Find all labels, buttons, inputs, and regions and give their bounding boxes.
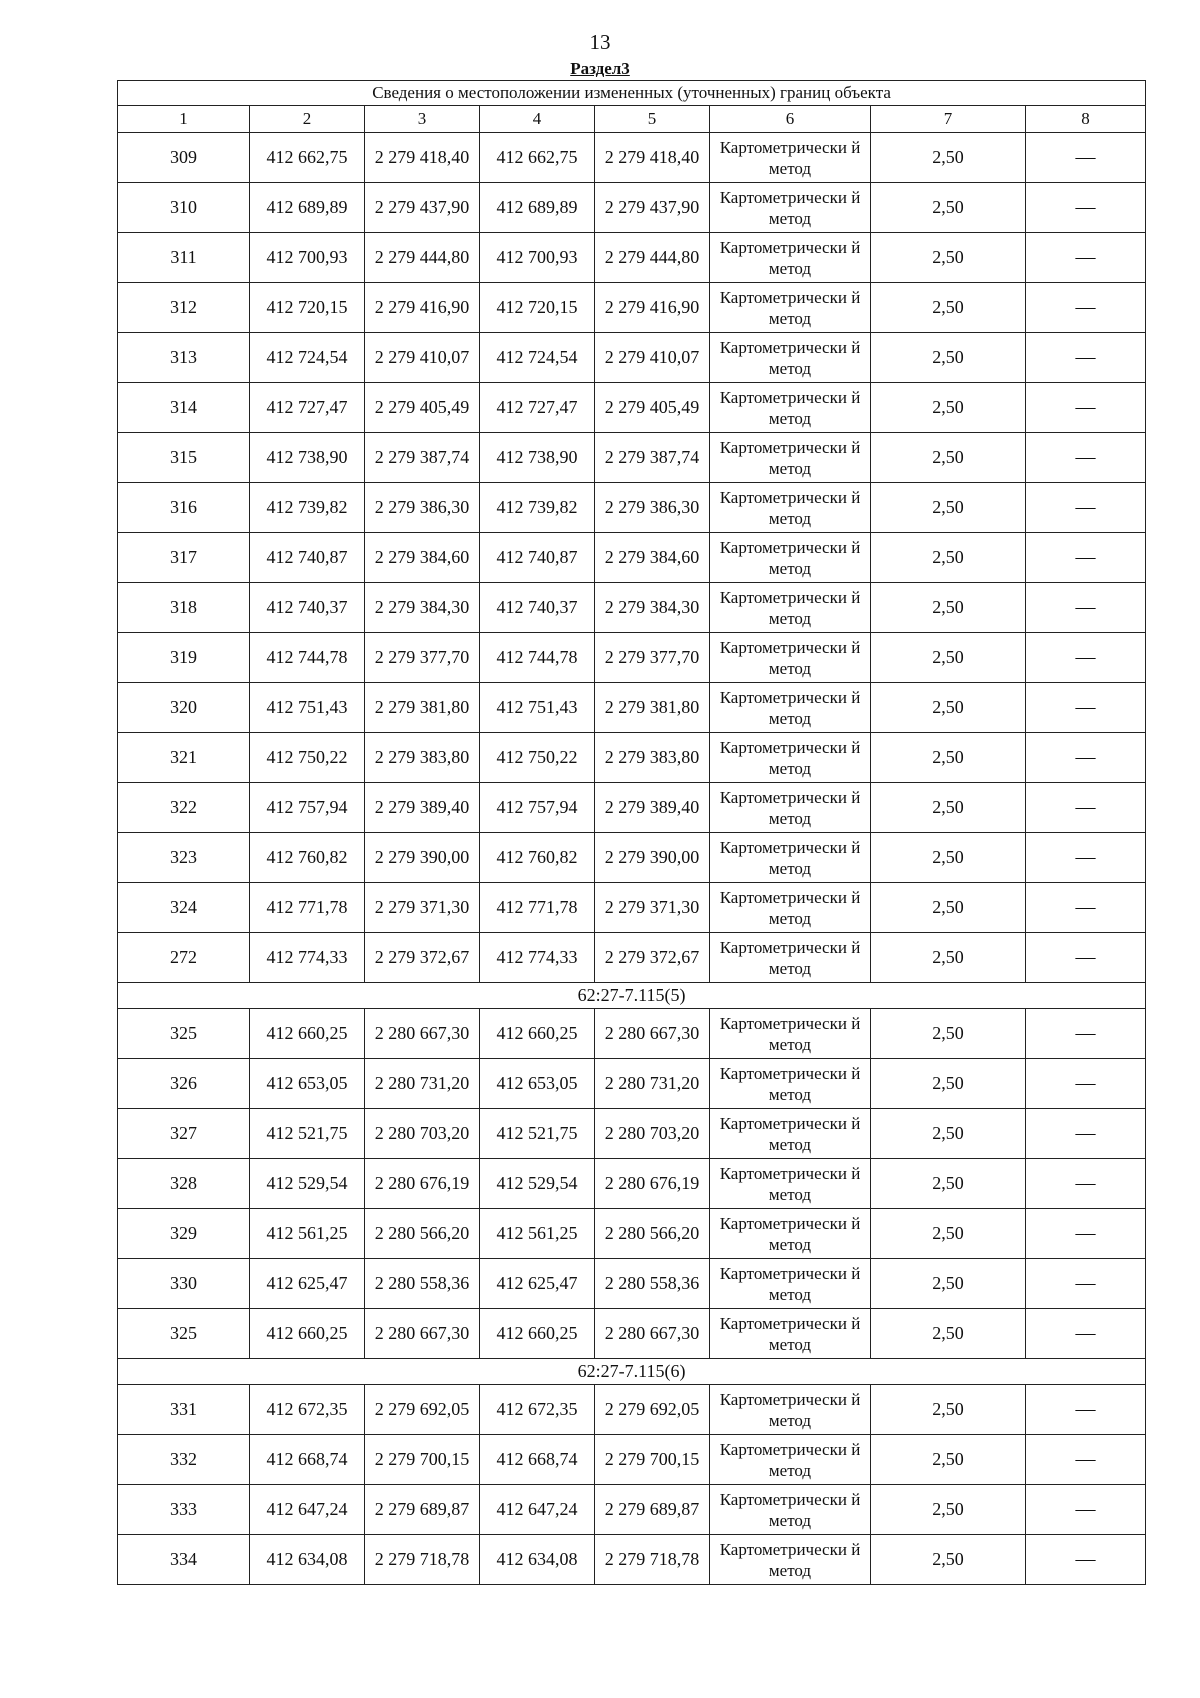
note-cell: — (1026, 133, 1146, 183)
accuracy-cell: 2,50 (871, 483, 1026, 533)
y-new-cell: 2 279 389,40 (595, 783, 710, 833)
point-number-cell: 330 (118, 1259, 250, 1309)
x-new-cell: 412 740,87 (480, 533, 595, 583)
x-old-cell: 412 634,08 (250, 1535, 365, 1585)
x-old-cell: 412 751,43 (250, 683, 365, 733)
method-cell: Картометрически й метод (710, 283, 871, 333)
table-row (118, 783, 1146, 833)
table-row (118, 233, 1146, 283)
note-cell: — (1026, 1485, 1146, 1535)
y-old-cell: 2 279 384,60 (365, 533, 480, 583)
group-label: 62:27-7.115(6) (118, 1359, 1146, 1385)
x-old-cell: 412 662,75 (250, 133, 365, 183)
y-old-cell: 2 279 418,40 (365, 133, 480, 183)
note-cell: — (1026, 333, 1146, 383)
accuracy-cell: 2,50 (871, 633, 1026, 683)
y-new-cell: 2 279 386,30 (595, 483, 710, 533)
y-new-cell: 2 279 416,90 (595, 283, 710, 333)
note-cell: — (1026, 583, 1146, 633)
note-cell: — (1026, 283, 1146, 333)
y-old-cell: 2 279 700,15 (365, 1435, 480, 1485)
table-row (118, 333, 1146, 383)
y-new-cell: 2 280 703,20 (595, 1109, 710, 1159)
y-old-cell: 2 280 703,20 (365, 1109, 480, 1159)
table-row (118, 383, 1146, 433)
x-new-cell: 412 727,47 (480, 383, 595, 433)
x-new-cell: 412 720,15 (480, 283, 595, 333)
accuracy-cell: 2,50 (871, 333, 1026, 383)
point-number-cell: 313 (118, 333, 250, 383)
x-old-cell: 412 653,05 (250, 1059, 365, 1109)
point-number-cell: 334 (118, 1535, 250, 1585)
y-old-cell: 2 280 676,19 (365, 1159, 480, 1209)
point-number-cell: 312 (118, 283, 250, 333)
column-number-row (118, 106, 1146, 133)
method-cell: Картометрически й метод (710, 1259, 871, 1309)
note-cell: — (1026, 683, 1146, 733)
point-number-cell: 329 (118, 1209, 250, 1259)
table-row (118, 1309, 1146, 1359)
method-cell: Картометрически й метод (710, 733, 871, 783)
x-old-cell: 412 720,15 (250, 283, 365, 333)
method-cell: Картометрически й метод (710, 533, 871, 583)
method-cell: Картометрически й метод (710, 433, 871, 483)
method-cell: Картометрически й метод (710, 1435, 871, 1485)
x-old-cell: 412 529,54 (250, 1159, 365, 1209)
accuracy-cell: 2,50 (871, 783, 1026, 833)
point-number-cell: 321 (118, 733, 250, 783)
method-cell: Картометрически й метод (710, 483, 871, 533)
y-new-cell: 2 279 700,15 (595, 1435, 710, 1485)
accuracy-cell: 2,50 (871, 1385, 1026, 1435)
note-cell: — (1026, 1259, 1146, 1309)
y-new-cell: 2 279 437,90 (595, 183, 710, 233)
y-old-cell: 2 279 372,67 (365, 933, 480, 983)
note-cell: — (1026, 1109, 1146, 1159)
table-row (118, 583, 1146, 633)
x-old-cell: 412 760,82 (250, 833, 365, 883)
point-number-cell: 314 (118, 383, 250, 433)
y-new-cell: 2 280 676,19 (595, 1159, 710, 1209)
x-new-cell: 412 672,35 (480, 1385, 595, 1435)
y-old-cell: 2 279 389,40 (365, 783, 480, 833)
note-cell: — (1026, 633, 1146, 683)
accuracy-cell: 2,50 (871, 1485, 1026, 1535)
accuracy-cell: 2,50 (871, 1535, 1026, 1585)
point-number-cell: 325 (118, 1009, 250, 1059)
x-new-cell: 412 625,47 (480, 1259, 595, 1309)
note-cell: — (1026, 733, 1146, 783)
table-row (118, 933, 1146, 983)
x-old-cell: 412 521,75 (250, 1109, 365, 1159)
note-cell: — (1026, 783, 1146, 833)
table-row (118, 883, 1146, 933)
accuracy-cell: 2,50 (871, 1309, 1026, 1359)
x-new-cell: 412 750,22 (480, 733, 595, 783)
note-cell: — (1026, 1535, 1146, 1585)
method-cell: Картометрически й метод (710, 183, 871, 233)
accuracy-cell: 2,50 (871, 133, 1026, 183)
y-old-cell: 2 279 692,05 (365, 1385, 480, 1435)
table-row (118, 1435, 1146, 1485)
x-new-cell: 412 668,74 (480, 1435, 595, 1485)
y-new-cell: 2 280 566,20 (595, 1209, 710, 1259)
table-row (118, 133, 1146, 183)
column-number-header: 8 (1026, 106, 1146, 133)
point-number-cell: 331 (118, 1385, 250, 1435)
table-row (118, 833, 1146, 883)
point-number-cell: 325 (118, 1309, 250, 1359)
point-number-cell: 332 (118, 1435, 250, 1485)
method-cell: Картометрически й метод (710, 933, 871, 983)
y-old-cell: 2 279 384,30 (365, 583, 480, 633)
table-row (118, 1485, 1146, 1535)
y-old-cell: 2 279 410,07 (365, 333, 480, 383)
x-new-cell: 412 751,43 (480, 683, 595, 733)
x-new-cell: 412 757,94 (480, 783, 595, 833)
x-old-cell: 412 744,78 (250, 633, 365, 683)
method-cell: Картометрически й метод (710, 883, 871, 933)
accuracy-cell: 2,50 (871, 1009, 1026, 1059)
accuracy-cell: 2,50 (871, 533, 1026, 583)
accuracy-cell: 2,50 (871, 1259, 1026, 1309)
accuracy-cell: 2,50 (871, 883, 1026, 933)
point-number-cell: 309 (118, 133, 250, 183)
y-old-cell: 2 280 667,30 (365, 1009, 480, 1059)
accuracy-cell: 2,50 (871, 933, 1026, 983)
x-new-cell: 412 660,25 (480, 1309, 595, 1359)
table-row (118, 533, 1146, 583)
column-number-header: 6 (710, 106, 871, 133)
table-row (118, 1209, 1146, 1259)
accuracy-cell: 2,50 (871, 833, 1026, 883)
point-number-cell: 333 (118, 1485, 250, 1535)
y-new-cell: 2 280 558,36 (595, 1259, 710, 1309)
note-cell: — (1026, 1209, 1146, 1259)
note-cell: — (1026, 1385, 1146, 1435)
table-row (118, 1009, 1146, 1059)
column-number-header: 3 (365, 106, 480, 133)
x-new-cell: 412 634,08 (480, 1535, 595, 1585)
y-old-cell: 2 279 386,30 (365, 483, 480, 533)
method-cell: Картометрически й метод (710, 1209, 871, 1259)
x-new-cell: 412 740,37 (480, 583, 595, 633)
method-cell: Картометрически й метод (710, 1059, 871, 1109)
y-new-cell: 2 279 692,05 (595, 1385, 710, 1435)
y-old-cell: 2 279 718,78 (365, 1535, 480, 1585)
table-row (118, 483, 1146, 533)
x-new-cell: 412 529,54 (480, 1159, 595, 1209)
x-old-cell: 412 740,87 (250, 533, 365, 583)
section-label: Раздел3 (570, 59, 630, 78)
accuracy-cell: 2,50 (871, 683, 1026, 733)
y-new-cell: 2 279 444,80 (595, 233, 710, 283)
x-old-cell: 412 647,24 (250, 1485, 365, 1535)
method-cell: Картометрически й метод (710, 333, 871, 383)
x-old-cell: 412 738,90 (250, 433, 365, 483)
y-new-cell: 2 279 371,30 (595, 883, 710, 933)
x-old-cell: 412 689,89 (250, 183, 365, 233)
y-old-cell: 2 280 731,20 (365, 1059, 480, 1109)
table-row (118, 1535, 1146, 1585)
y-old-cell: 2 279 387,74 (365, 433, 480, 483)
accuracy-cell: 2,50 (871, 583, 1026, 633)
y-new-cell: 2 280 667,30 (595, 1309, 710, 1359)
note-cell: — (1026, 1435, 1146, 1485)
method-cell: Картометрически й метод (710, 1009, 871, 1059)
accuracy-cell: 2,50 (871, 283, 1026, 333)
accuracy-cell: 2,50 (871, 1435, 1026, 1485)
x-old-cell: 412 757,94 (250, 783, 365, 833)
y-new-cell: 2 279 381,80 (595, 683, 710, 733)
point-number-cell: 317 (118, 533, 250, 583)
table-row (118, 733, 1146, 783)
y-new-cell: 2 279 405,49 (595, 383, 710, 433)
table-row (118, 1259, 1146, 1309)
x-old-cell: 412 724,54 (250, 333, 365, 383)
table-title: Сведения о местоположении измененных (уточненных) границ объекта (118, 81, 1146, 106)
column-number-header: 2 (250, 106, 365, 133)
x-old-cell: 412 774,33 (250, 933, 365, 983)
x-new-cell: 412 774,33 (480, 933, 595, 983)
method-cell: Картометрически й метод (710, 1109, 871, 1159)
x-old-cell: 412 672,35 (250, 1385, 365, 1435)
point-number-cell: 319 (118, 633, 250, 683)
y-new-cell: 2 279 418,40 (595, 133, 710, 183)
note-cell: — (1026, 383, 1146, 433)
y-new-cell: 2 279 718,78 (595, 1535, 710, 1585)
x-old-cell: 412 561,25 (250, 1209, 365, 1259)
point-number-cell: 320 (118, 683, 250, 733)
y-old-cell: 2 279 390,00 (365, 833, 480, 883)
accuracy-cell: 2,50 (871, 433, 1026, 483)
point-number-cell: 316 (118, 483, 250, 533)
column-number-header: 7 (871, 106, 1026, 133)
x-old-cell: 412 727,47 (250, 383, 365, 433)
point-number-cell: 323 (118, 833, 250, 883)
table-row (118, 633, 1146, 683)
column-number-header: 5 (595, 106, 710, 133)
table-row (118, 1385, 1146, 1435)
accuracy-cell: 2,50 (871, 1159, 1026, 1209)
y-new-cell: 2 280 731,20 (595, 1059, 710, 1109)
y-new-cell: 2 279 384,30 (595, 583, 710, 633)
y-old-cell: 2 279 405,49 (365, 383, 480, 433)
point-number-cell: 318 (118, 583, 250, 633)
table-row (118, 283, 1146, 333)
note-cell: — (1026, 1159, 1146, 1209)
x-old-cell: 412 700,93 (250, 233, 365, 283)
point-number-cell: 315 (118, 433, 250, 483)
group-row (118, 983, 1146, 1009)
method-cell: Картометрически й метод (710, 1485, 871, 1535)
table-row (118, 183, 1146, 233)
x-new-cell: 412 724,54 (480, 333, 595, 383)
accuracy-cell: 2,50 (871, 733, 1026, 783)
method-cell: Картометрически й метод (710, 383, 871, 433)
table-row (118, 683, 1146, 733)
x-old-cell: 412 660,25 (250, 1009, 365, 1059)
accuracy-cell: 2,50 (871, 1059, 1026, 1109)
note-cell: — (1026, 1059, 1146, 1109)
x-old-cell: 412 668,74 (250, 1435, 365, 1485)
x-new-cell: 412 561,25 (480, 1209, 595, 1259)
x-old-cell: 412 739,82 (250, 483, 365, 533)
column-number-header: 4 (480, 106, 595, 133)
y-old-cell: 2 279 381,80 (365, 683, 480, 733)
y-new-cell: 2 279 377,70 (595, 633, 710, 683)
table-body (118, 133, 1146, 1585)
point-number-cell: 322 (118, 783, 250, 833)
y-old-cell: 2 280 566,20 (365, 1209, 480, 1259)
note-cell: — (1026, 933, 1146, 983)
y-old-cell: 2 279 383,80 (365, 733, 480, 783)
x-new-cell: 412 653,05 (480, 1059, 595, 1109)
method-cell: Картометрически й метод (710, 783, 871, 833)
method-cell: Картометрически й метод (710, 633, 871, 683)
x-new-cell: 412 760,82 (480, 833, 595, 883)
y-new-cell: 2 279 689,87 (595, 1485, 710, 1535)
method-cell: Картометрически й метод (710, 583, 871, 633)
y-new-cell: 2 279 383,80 (595, 733, 710, 783)
x-new-cell: 412 771,78 (480, 883, 595, 933)
method-cell: Картометрически й метод (710, 1535, 871, 1585)
accuracy-cell: 2,50 (871, 183, 1026, 233)
x-old-cell: 412 750,22 (250, 733, 365, 783)
page-number: 13 (589, 30, 611, 54)
y-old-cell: 2 279 371,30 (365, 883, 480, 933)
y-old-cell: 2 279 437,90 (365, 183, 480, 233)
boundary-coordinates-table (117, 80, 1146, 1585)
y-new-cell: 2 279 372,67 (595, 933, 710, 983)
y-new-cell: 2 279 410,07 (595, 333, 710, 383)
x-new-cell: 412 744,78 (480, 633, 595, 683)
point-number-cell: 310 (118, 183, 250, 233)
x-old-cell: 412 625,47 (250, 1259, 365, 1309)
method-cell: Картометрически й метод (710, 1159, 871, 1209)
x-new-cell: 412 662,75 (480, 133, 595, 183)
point-number-cell: 311 (118, 233, 250, 283)
x-new-cell: 412 660,25 (480, 1009, 595, 1059)
y-old-cell: 2 279 377,70 (365, 633, 480, 683)
group-row (118, 1359, 1146, 1385)
accuracy-cell: 2,50 (871, 1209, 1026, 1259)
point-number-cell: 272 (118, 933, 250, 983)
accuracy-cell: 2,50 (871, 233, 1026, 283)
method-cell: Картометрически й метод (710, 1385, 871, 1435)
y-new-cell: 2 279 384,60 (595, 533, 710, 583)
x-new-cell: 412 647,24 (480, 1485, 595, 1535)
accuracy-cell: 2,50 (871, 1109, 1026, 1159)
y-old-cell: 2 279 689,87 (365, 1485, 480, 1535)
point-number-cell: 324 (118, 883, 250, 933)
y-old-cell: 2 280 667,30 (365, 1309, 480, 1359)
note-cell: — (1026, 883, 1146, 933)
method-cell: Картометрически й метод (710, 133, 871, 183)
point-number-cell: 328 (118, 1159, 250, 1209)
y-new-cell: 2 279 390,00 (595, 833, 710, 883)
x-new-cell: 412 738,90 (480, 433, 595, 483)
note-cell: — (1026, 483, 1146, 533)
method-cell: Картометрически й метод (710, 233, 871, 283)
x-old-cell: 412 771,78 (250, 883, 365, 933)
note-cell: — (1026, 433, 1146, 483)
note-cell: — (1026, 1309, 1146, 1359)
point-number-cell: 326 (118, 1059, 250, 1109)
x-new-cell: 412 700,93 (480, 233, 595, 283)
method-cell: Картометрически й метод (710, 683, 871, 733)
x-old-cell: 412 660,25 (250, 1309, 365, 1359)
x-new-cell: 412 689,89 (480, 183, 595, 233)
note-cell: — (1026, 833, 1146, 883)
y-old-cell: 2 279 444,80 (365, 233, 480, 283)
method-cell: Картометрически й метод (710, 1309, 871, 1359)
point-number-cell: 327 (118, 1109, 250, 1159)
y-new-cell: 2 280 667,30 (595, 1009, 710, 1059)
table-row (118, 1109, 1146, 1159)
x-old-cell: 412 740,37 (250, 583, 365, 633)
column-number-header: 1 (118, 106, 250, 133)
note-cell: — (1026, 1009, 1146, 1059)
note-cell: — (1026, 183, 1146, 233)
table-row (118, 1159, 1146, 1209)
method-cell: Картометрически й метод (710, 833, 871, 883)
note-cell: — (1026, 233, 1146, 283)
note-cell: — (1026, 533, 1146, 583)
y-new-cell: 2 279 387,74 (595, 433, 710, 483)
x-new-cell: 412 739,82 (480, 483, 595, 533)
table-row (118, 1059, 1146, 1109)
accuracy-cell: 2,50 (871, 383, 1026, 433)
table-row (118, 433, 1146, 483)
group-label: 62:27-7.115(5) (118, 983, 1146, 1009)
y-old-cell: 2 280 558,36 (365, 1259, 480, 1309)
x-new-cell: 412 521,75 (480, 1109, 595, 1159)
y-old-cell: 2 279 416,90 (365, 283, 480, 333)
